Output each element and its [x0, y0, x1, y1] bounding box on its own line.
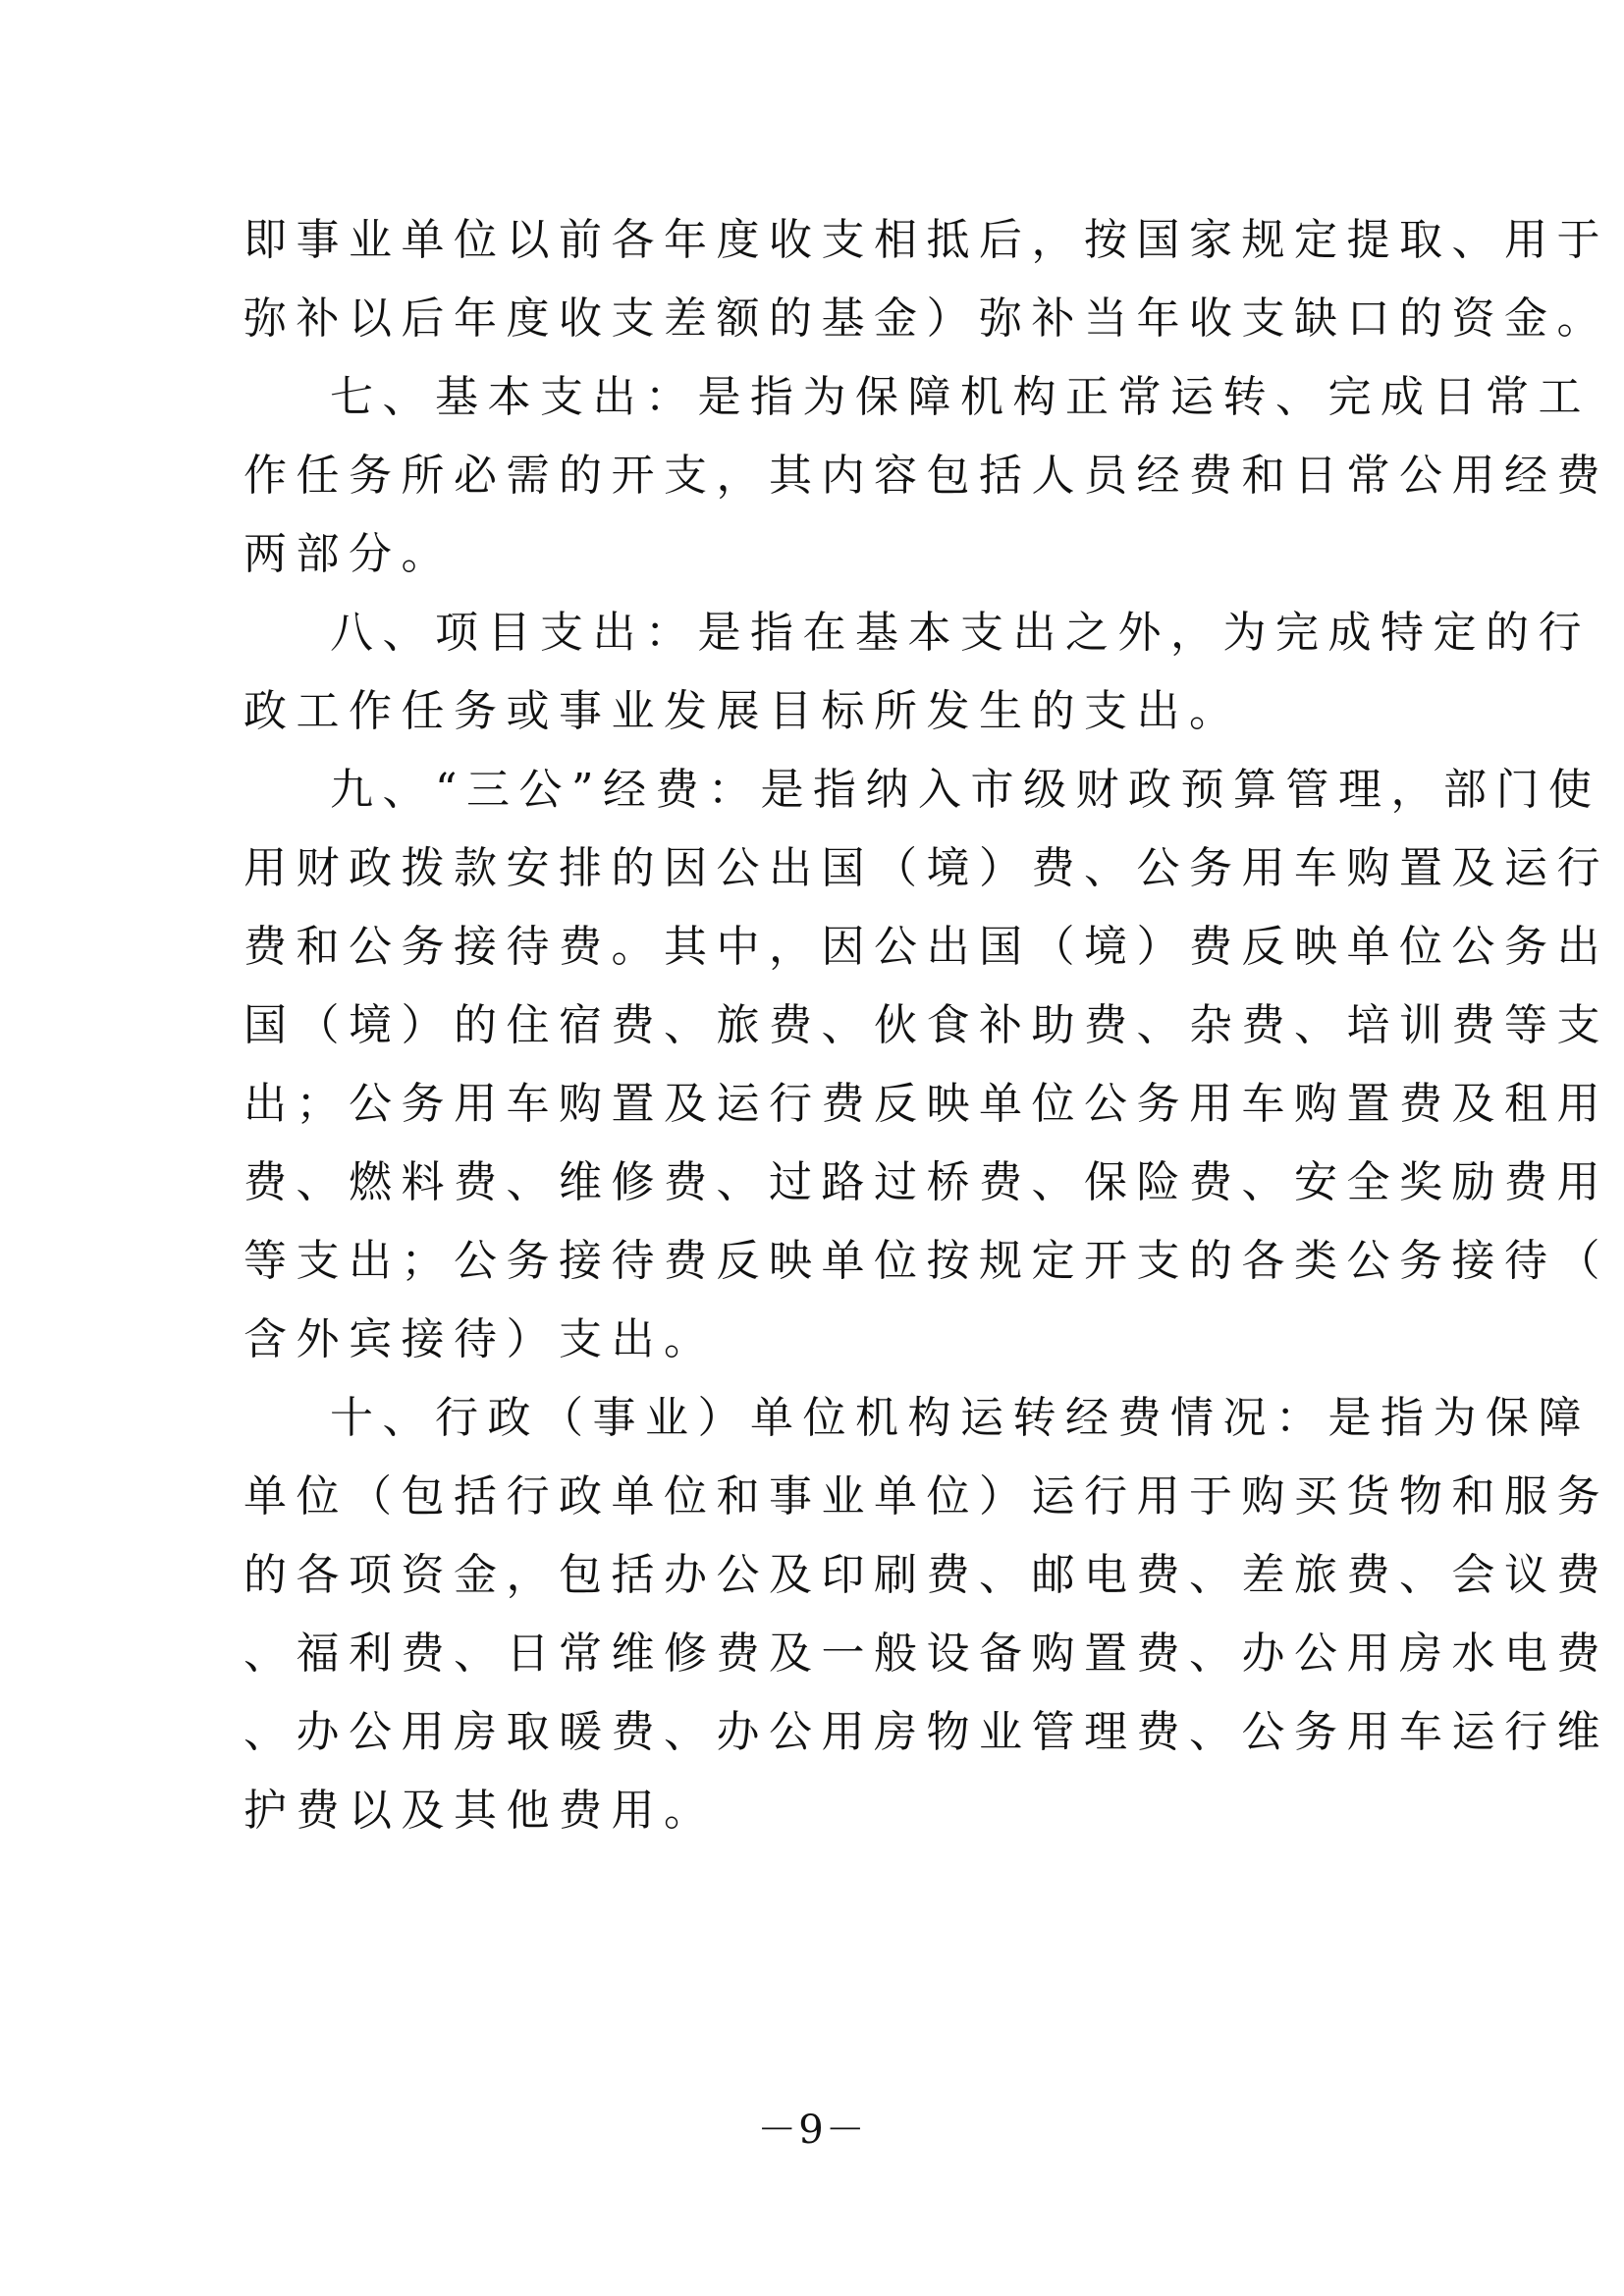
- text-line: 等支出；公务接待费反映单位按规定开支的各类公务接待（: [244, 1236, 1609, 1286]
- text-line: 单位（包括行政单位和事业单位）运行用于购买货物和服务: [244, 1471, 1609, 1522]
- text-line: 出；公务用车购置及运行费反映单位公务用车购置费及租用: [244, 1079, 1609, 1129]
- text-line: 政工作任务或事业发展目标所发生的支出。: [244, 686, 1242, 736]
- text-line: 、办公用房取暖费、办公用房物业管理费、公务用车运行维: [244, 1707, 1609, 1757]
- text-line: 作任务所必需的开支，其内容包括人员经费和日常公用经费: [244, 451, 1609, 501]
- section-10-heading-line: 十、行政（事业）单位机构运转经费情况：是指为保障: [330, 1393, 1591, 1443]
- section-7-heading-line: 七、基本支出：是指为保障机构正常运转、完成日常工: [330, 372, 1591, 422]
- text-line: 费和公务接待费。其中，因公出国（境）费反映单位公务出: [244, 922, 1609, 972]
- text-line: 的各项资金，包括办公及印刷费、邮电费、差旅费、会议费: [244, 1550, 1609, 1600]
- text-line: 费、燃料费、维修费、过路过桥费、保险费、安全奖励费用: [244, 1157, 1609, 1207]
- body-text: [244, 201, 1609, 1850]
- section-9-heading-line: 九、“三公”经费：是指纳入市级财政预算管理，部门使: [330, 765, 1601, 815]
- text-line: 用财政拨款安排的因公出国（境）费、公务用车购置及运行: [244, 843, 1609, 893]
- text-line: 两部分。: [244, 529, 454, 579]
- text-line: 国（境）的住宿费、旅费、伙食补助费、杂费、培训费等支: [244, 1000, 1609, 1050]
- section-8-heading-line: 八、项目支出：是指在基本支出之外，为完成特定的行: [330, 608, 1591, 658]
- text-line: 、福利费、日常维修费及一般设备购置费、办公用房水电费: [244, 1629, 1609, 1679]
- text-line: 护费以及其他费用。: [244, 1786, 717, 1836]
- text-line: 弥补以后年度收支差额的基金）弥补当年收支缺口的资金。: [244, 294, 1609, 344]
- text-line: 含外宾接待）支出。: [244, 1314, 717, 1364]
- text-line: 即事业单位以前各年度收支相抵后，按国家规定提取、用于: [244, 215, 1609, 265]
- page-number: －9－: [757, 2108, 867, 2153]
